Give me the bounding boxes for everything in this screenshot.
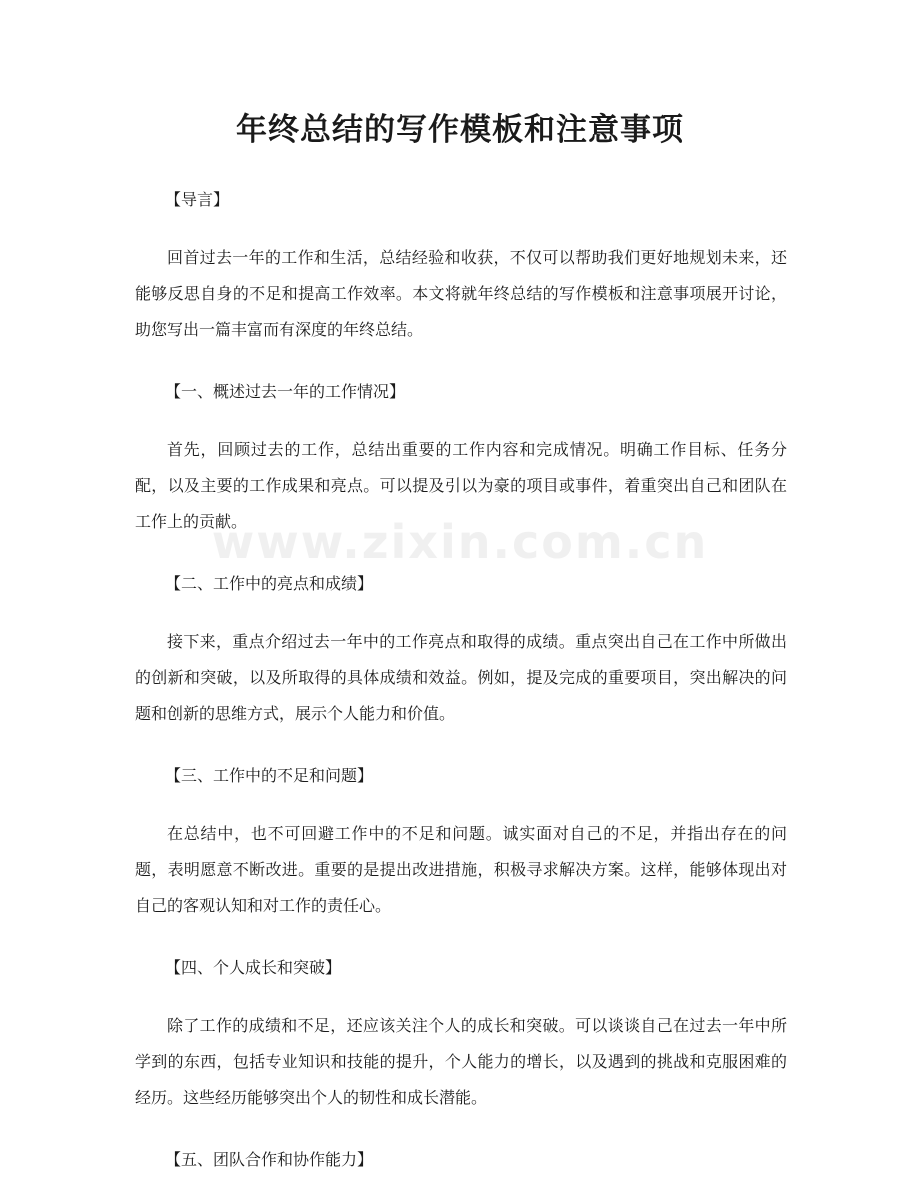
section-paragraph-intro: 回首过去一年的工作和生活，总结经验和收获，不仅可以帮助我们更好地规划未来，还能够反思自身的不足和提高工作效率。本文将就年终总结的写作模板和注意事项展开讨论，助您写出一篇丰富而有深度的年终总结。 bbox=[135, 248, 787, 339]
section-heading-2: 【二、工作中的亮点和成绩】 bbox=[165, 574, 374, 593]
document-title: 年终总结的写作模板和注意事项 bbox=[236, 112, 684, 148]
document-body bbox=[135, 182, 787, 1200]
section-paragraph-4: 除了工作的成绩和不足，还应该关注个人的成长和突破。可以谈谈自己在过去一年中所学到的东西，包括专业知识和技能的提升，个人能力的增长，以及遇到的挑战和克服困难的经历。这些经历能够突出个人的韧性和成长潜能。 bbox=[135, 1016, 787, 1107]
section-paragraph-1: 首先，回顾过去的工作，总结出重要的工作内容和完成情况。明确工作目标、任务分配，以及主要的工作成果和亮点。可以提及引以为豪的项目或事件，着重突出自己和团队在工作上的贡献。 bbox=[135, 440, 787, 531]
section-paragraph-2: 接下来，重点介绍过去一年中的工作亮点和取得的成绩。重点突出自己在工作中所做出的创新和突破，以及所取得的具体成绩和效益。例如，提及完成的重要项目，突出解决的问题和创新的思维方式，展示个人能力和价值。 bbox=[135, 632, 787, 723]
watermark-text: www.zixin.com.cn bbox=[211, 515, 709, 569]
section-heading-intro: 【导言】 bbox=[165, 190, 230, 209]
section-heading-4: 【四、个人成长和突破】 bbox=[165, 958, 342, 977]
section-heading-5: 【五、团队合作和协作能力】 bbox=[165, 1150, 374, 1169]
section-heading-1: 【一、概述过去一年的工作情况】 bbox=[165, 382, 406, 401]
section-paragraph-3: 在总结中，也不可回避工作中的不足和问题。诚实面对自己的不足，并指出存在的问题，表明愿意不断改进。重要的是提出改进措施，积极寻求解决方案。这样，能够体现出对自己的客观认知和对工作的责任心。 bbox=[135, 824, 787, 915]
section-heading-3: 【三、工作中的不足和问题】 bbox=[165, 766, 374, 785]
